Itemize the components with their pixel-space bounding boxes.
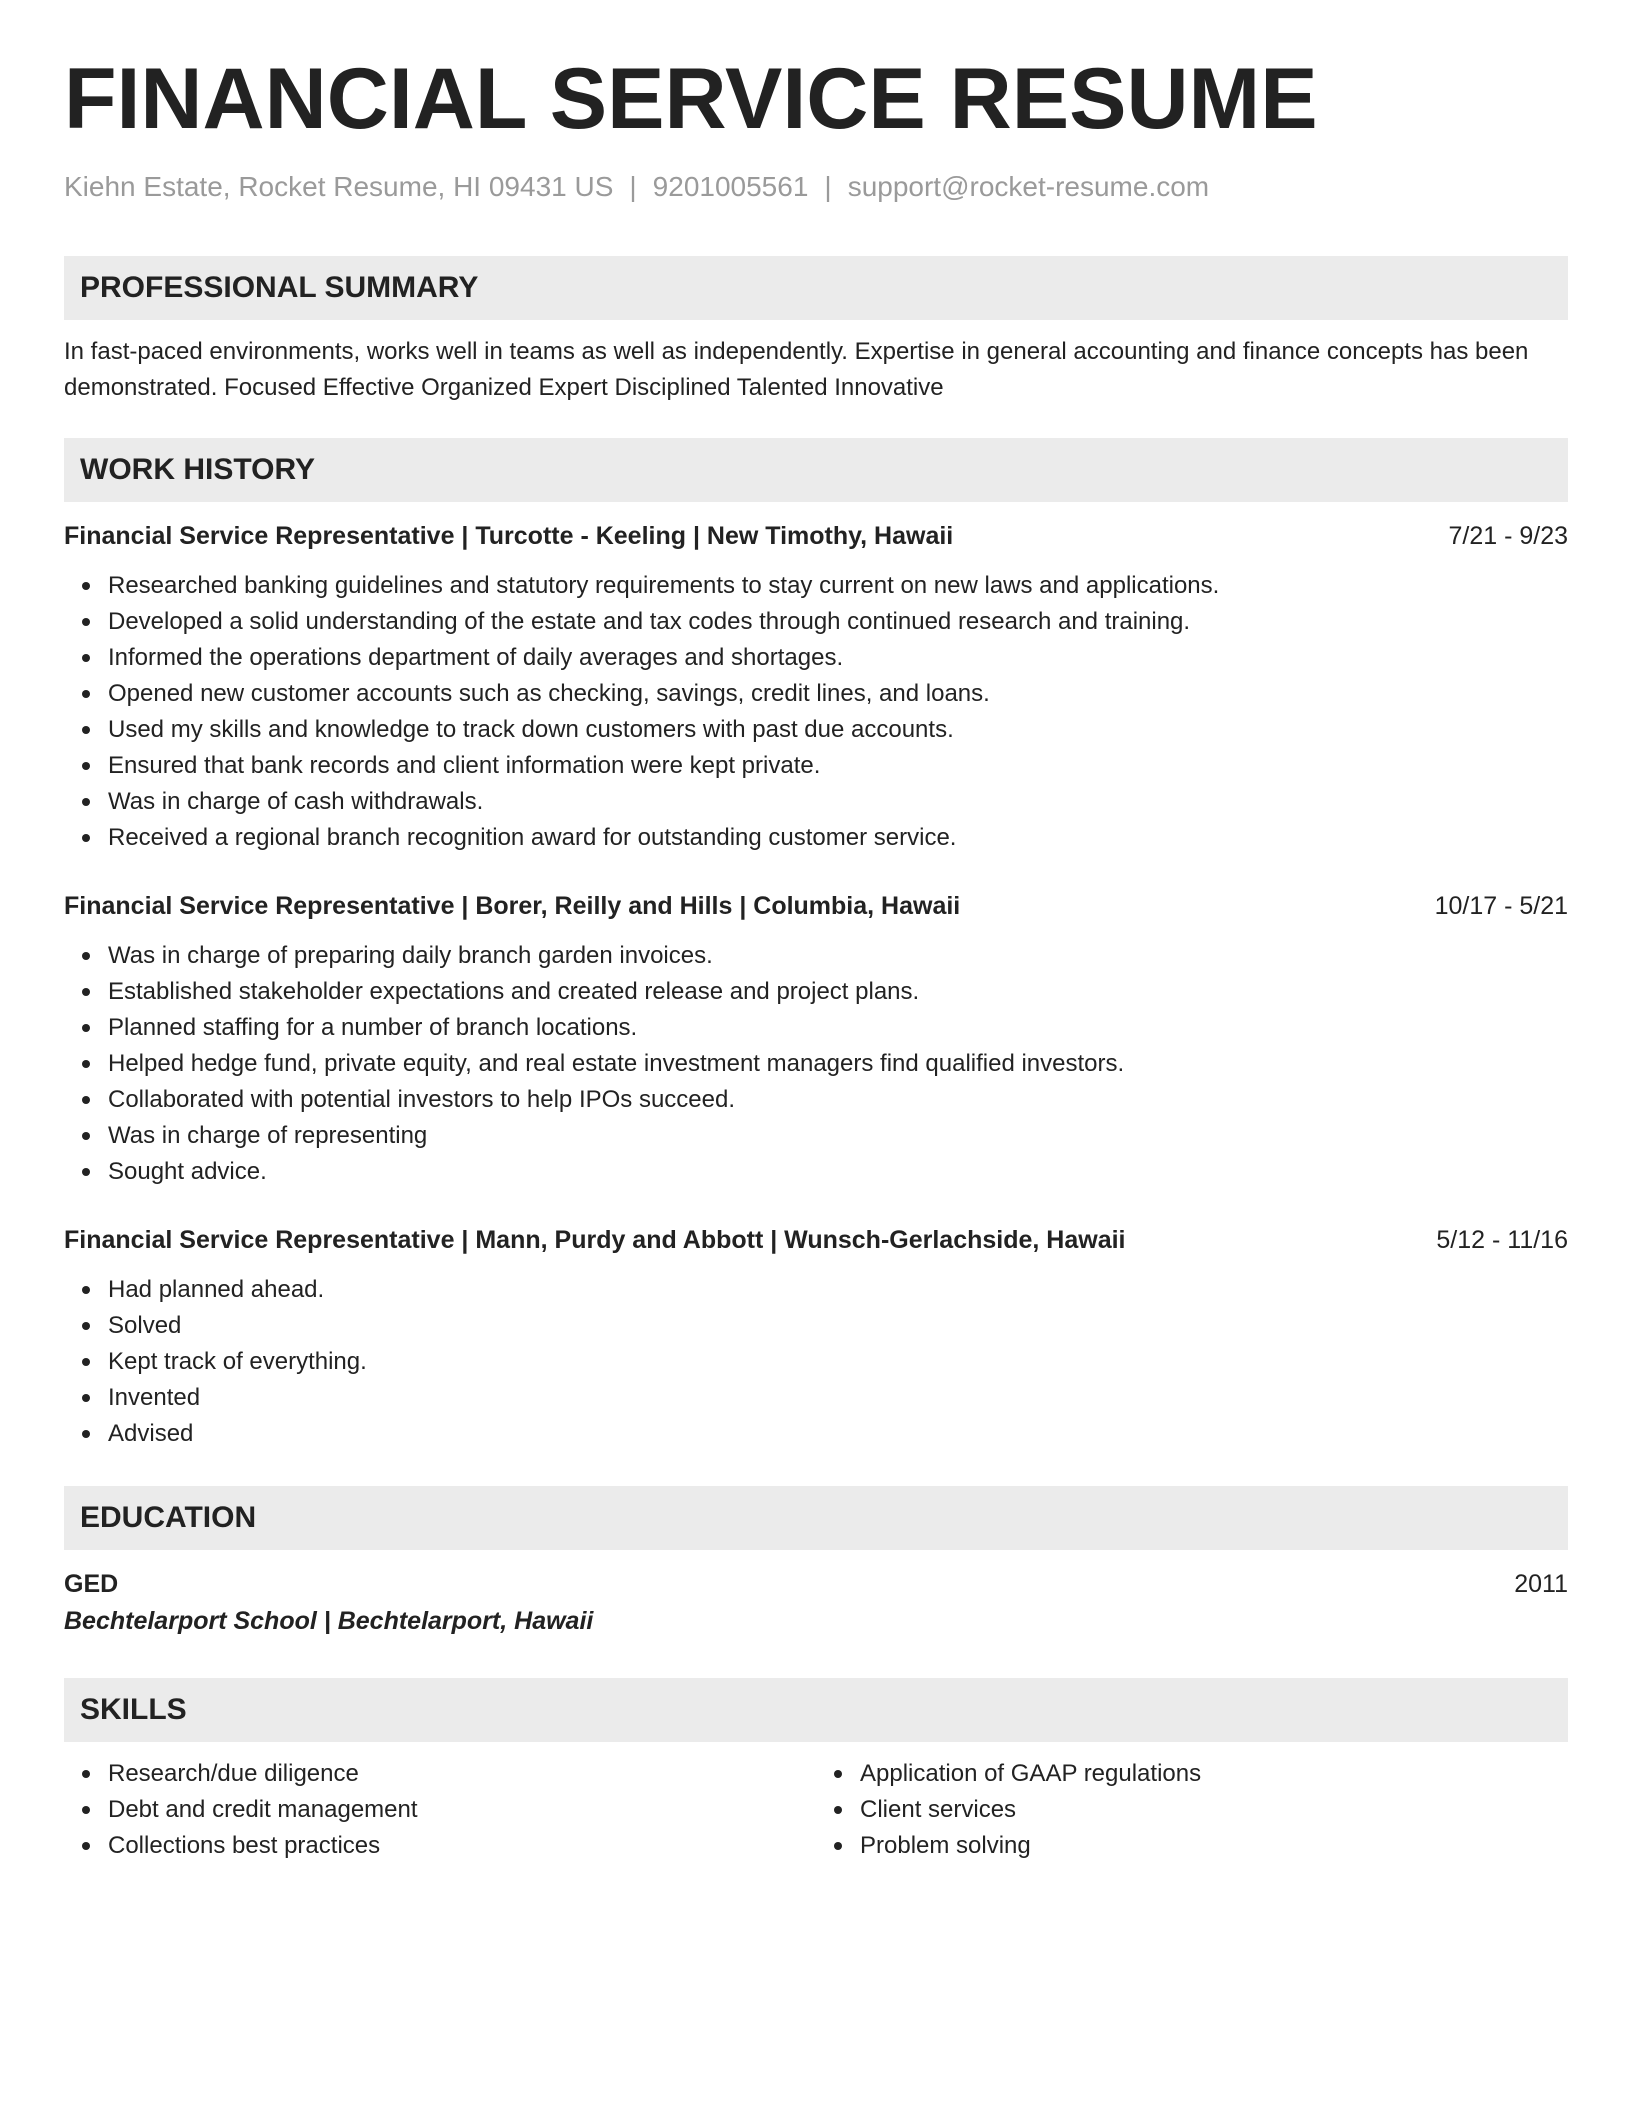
job-header — [64, 518, 1568, 554]
job-dates: 10/17 - 5/21 — [1434, 891, 1568, 920]
skill-item: Debt and credit management — [108, 1792, 816, 1828]
job-header — [64, 888, 1568, 924]
contact-line — [64, 170, 1568, 204]
job-bullet-list — [64, 568, 1568, 856]
section-heading-skills: SKILLS — [64, 1678, 1568, 1742]
job-dates: 5/12 - 11/16 — [1436, 1225, 1568, 1254]
job-header — [64, 1222, 1568, 1258]
job-bullet: Ensured that bank records and client information were kept private. — [108, 748, 1568, 784]
skills-list-left — [64, 1756, 816, 1864]
job-dates: 7/21 - 9/23 — [1448, 521, 1568, 550]
job-entry — [64, 1222, 1568, 1452]
job-bullet: Helped hedge fund, private equity, and real estate investment managers find qualified investors. — [108, 1046, 1568, 1082]
skill-item: Research/due diligence — [108, 1756, 816, 1792]
job-title: Financial Service Representative | Turcotte - Keeling | New Timothy, Hawaii — [64, 521, 954, 550]
job-entry — [64, 518, 1568, 856]
job-bullet: Invented — [108, 1380, 1568, 1416]
education-year: 2011 — [1514, 1569, 1568, 1598]
contact-email: support@rocket-resume.com — [847, 171, 1210, 202]
job-bullet: Established stakeholder expectations and created release and project plans. — [108, 974, 1568, 1010]
summary-text: In fast-paced environments, works well in teams as well as independently. Expertise in general accounting and finance concepts has been demonstrated. Focused Effective Organized Expert Disciplined Talented Innovative — [64, 337, 1529, 401]
job-title: Financial Service Representative | Borer, Reilly and Hills | Columbia, Hawaii — [64, 891, 961, 920]
job-bullet: Was in charge of preparing daily branch garden invoices. — [108, 938, 1568, 974]
job-bullet: Sought advice. — [108, 1154, 1568, 1190]
section-heading-work-history: WORK HISTORY — [64, 438, 1568, 502]
skill-item: Application of GAAP regulations — [860, 1756, 1568, 1792]
job-bullet: Used my skills and knowledge to track down customers with past due accounts. — [108, 712, 1568, 748]
job-bullet: Kept track of everything. — [108, 1344, 1568, 1380]
job-bullet: Was in charge of representing — [108, 1118, 1568, 1154]
skills-columns — [64, 1756, 1568, 1864]
job-bullet: Had planned ahead. — [108, 1272, 1568, 1308]
contact-separator: | — [629, 171, 637, 202]
job-bullet: Was in charge of cash withdrawals. — [108, 784, 1568, 820]
resume-title: FINANCIAL SERVICE RESUME — [64, 51, 1318, 147]
section-heading-summary: PROFESSIONAL SUMMARY — [64, 256, 1568, 320]
contact-separator: | — [824, 171, 832, 202]
skill-item: Collections best practices — [108, 1828, 816, 1864]
job-bullet: Received a regional branch recognition award for outstanding customer service. — [108, 820, 1568, 856]
job-bullet: Researched banking guidelines and statutory requirements to stay current on new laws and applications. — [108, 568, 1568, 604]
job-bullet: Informed the operations department of daily averages and shortages. — [108, 640, 1568, 676]
job-bullet: Solved — [108, 1308, 1568, 1344]
contact-phone: 9201005561 — [652, 171, 809, 202]
education-school: Bechtelarport School | Bechtelarport, Hawaii — [64, 1606, 594, 1635]
education-degree: GED — [64, 1569, 119, 1598]
education-header — [64, 1566, 1568, 1602]
contact-address: Kiehn Estate, Rocket Resume, HI 09431 US — [64, 171, 614, 202]
skill-item: Problem solving — [860, 1828, 1568, 1864]
job-bullet-list — [64, 938, 1568, 1190]
skill-item: Client services — [860, 1792, 1568, 1828]
job-entry — [64, 888, 1568, 1190]
skills-list-right — [816, 1756, 1568, 1864]
job-bullet: Collaborated with potential investors to help IPOs succeed. — [108, 1082, 1568, 1118]
job-bullet: Opened new customer accounts such as checking, savings, credit lines, and loans. — [108, 676, 1568, 712]
job-bullet-list — [64, 1272, 1568, 1452]
job-bullet: Developed a solid understanding of the estate and tax codes through continued research and training. — [108, 604, 1568, 640]
job-title: Financial Service Representative | Mann, Purdy and Abbott | Wunsch-Gerlachside, Hawaii — [64, 1225, 1126, 1254]
section-heading-education: EDUCATION — [64, 1486, 1568, 1550]
job-bullet: Advised — [108, 1416, 1568, 1452]
job-bullet: Planned staffing for a number of branch locations. — [108, 1010, 1568, 1046]
